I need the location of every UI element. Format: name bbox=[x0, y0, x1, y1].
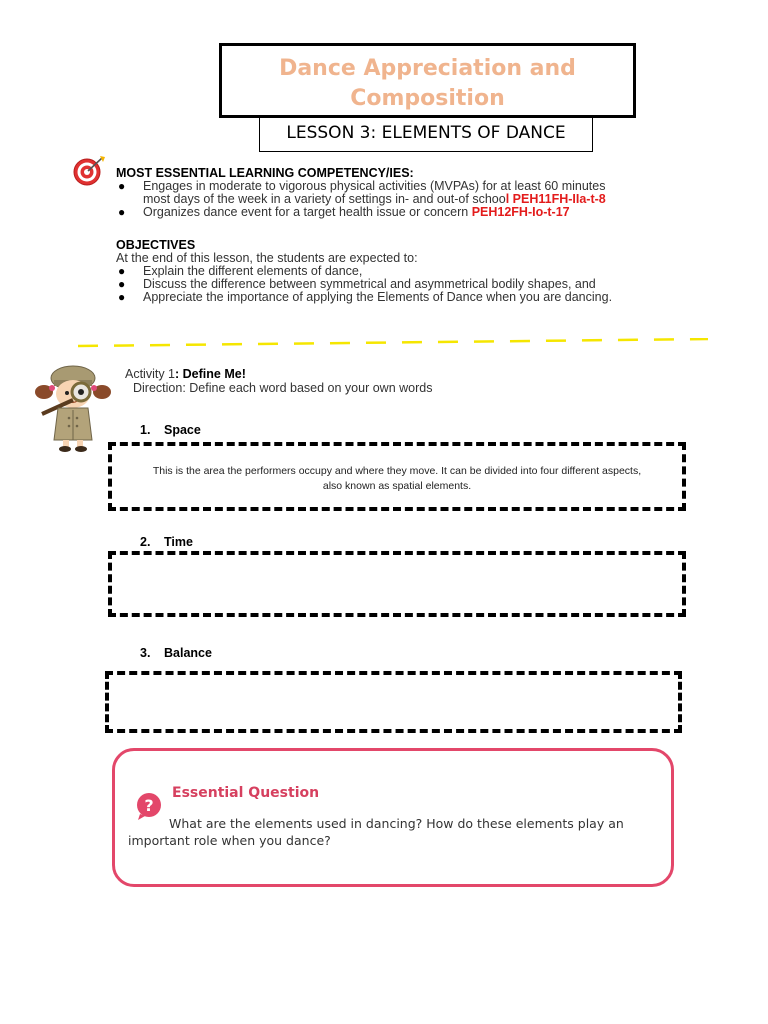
item-label-balance bbox=[140, 646, 212, 660]
bullet-icon: ● bbox=[118, 205, 126, 219]
title-box bbox=[219, 43, 636, 118]
answer-box-time[interactable] bbox=[108, 551, 686, 617]
essential-question-title: Essential Question bbox=[172, 785, 320, 801]
objectives-section bbox=[116, 238, 656, 304]
competency-text: most days of the week in a variety of settings in- and out-of schoo bbox=[143, 192, 506, 206]
answer-box-balance[interactable] bbox=[105, 671, 682, 733]
bullet-icon: ● bbox=[118, 264, 126, 278]
bullet-icon: ● bbox=[118, 290, 126, 304]
competency-code: PEH12FH-Io-t-17 bbox=[471, 205, 570, 219]
objective-item bbox=[116, 291, 656, 304]
item-term: Time bbox=[164, 535, 193, 549]
item-number: 3. bbox=[140, 646, 151, 660]
item-term: Balance bbox=[164, 646, 212, 660]
competency-item bbox=[116, 180, 636, 206]
competency-code: l PEH11FH-IIa-t-8 bbox=[505, 192, 606, 206]
competency-section bbox=[116, 166, 636, 219]
bullet-icon: ● bbox=[118, 179, 126, 193]
item-term: Space bbox=[164, 423, 201, 437]
essential-question-text: What are the elements used in dancing? How do these elements play an important role when you dance? bbox=[128, 816, 624, 848]
objective-text: Discuss the difference between symmetrical and asymmetrical bodily shapes, and bbox=[143, 277, 596, 291]
item-label-space bbox=[140, 423, 201, 437]
target-icon bbox=[72, 154, 106, 188]
activity-direction: Direction: Define each word based on your own words bbox=[133, 381, 433, 395]
title-line-2: Composition bbox=[350, 86, 505, 111]
section-divider bbox=[78, 338, 708, 348]
objectives-intro: At the end of this lesson, the students are expected to: bbox=[116, 251, 418, 265]
competency-text: Engages in moderate to vigorous physical activities (MVPAs) for at least 60 minutes bbox=[143, 179, 606, 193]
item-label-time bbox=[140, 535, 193, 549]
objective-text: Appreciate the importance of applying the Elements of Dance when you are dancing. bbox=[143, 290, 613, 304]
activity-label bbox=[125, 367, 246, 381]
item-number: 1. bbox=[140, 423, 151, 437]
activity-number: Activity 1 bbox=[125, 367, 176, 381]
competency-item bbox=[116, 206, 636, 219]
answer-line: This is the area the performers occupy and where they move. It can be divided into four different aspects, bbox=[152, 465, 642, 477]
answer-text bbox=[112, 446, 682, 494]
bullet-icon: ● bbox=[118, 277, 126, 291]
title-line-1: Dance Appreciation and bbox=[279, 56, 576, 81]
answer-line: also known as spatial elements. bbox=[322, 480, 472, 492]
question-glyph: ? bbox=[144, 796, 154, 815]
activity-title: : Define Me! bbox=[175, 367, 246, 381]
objective-text: Explain the different elements of dance, bbox=[143, 264, 363, 278]
objectives-heading: OBJECTIVES bbox=[116, 238, 196, 252]
item-number: 2. bbox=[140, 535, 151, 549]
answer-box-space[interactable] bbox=[108, 442, 686, 511]
competency-heading: MOST ESSENTIAL LEARNING COMPETENCY/IES: bbox=[116, 166, 414, 180]
lesson-title: LESSON 3: ELEMENTS OF DANCE bbox=[259, 116, 593, 152]
detective-girl-icon bbox=[32, 362, 114, 452]
competency-text: Organizes dance event for a target health issue or concern bbox=[143, 205, 469, 219]
